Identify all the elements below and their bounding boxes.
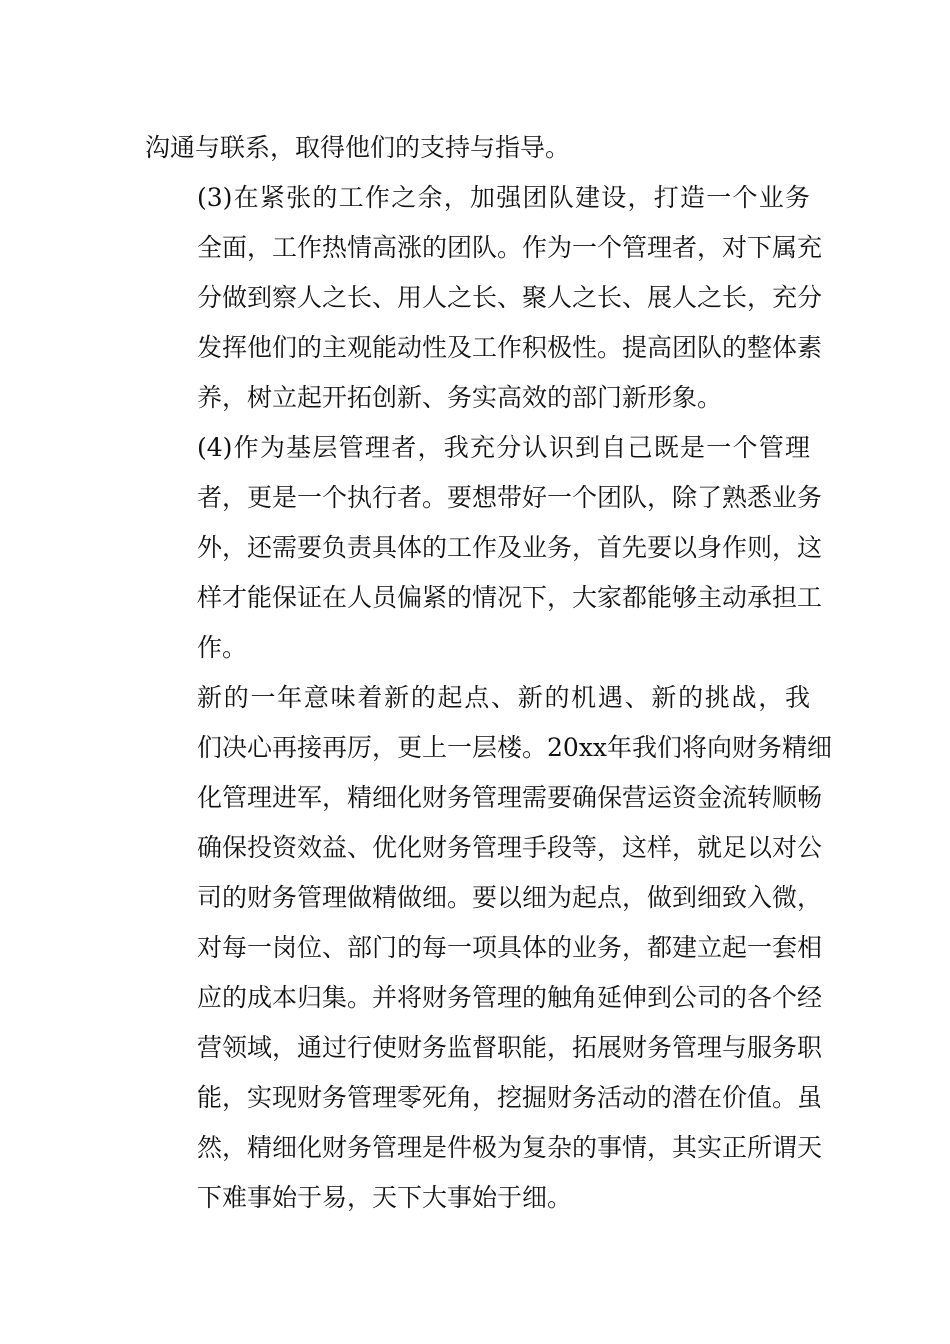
text-line: 全面，工作热情高涨的团队。作为一个管理者，对下属充: [197, 233, 823, 262]
text-line: 作。: [197, 633, 248, 662]
paragraph-4: [145, 673, 833, 1223]
document-body: [145, 123, 833, 1223]
text-line: 化管理进军，精细化财务管理需要确保营运资金流转顺畅: [197, 783, 823, 812]
text-line: 外，还需要负责具体的工作及业务，首先要以身作则，这: [197, 533, 823, 562]
text-line: 沟通与联系，取得他们的支持与指导。: [145, 133, 571, 162]
text-line: (3)在紧张的工作之余，加强团队建设，打造一个业务: [197, 183, 810, 212]
text-line: 分做到察人之长、用人之长、聚人之长、展人之长，充分: [197, 283, 823, 312]
text-line: 发挥他们的主观能动性及工作积极性。提高团队的整体素: [197, 333, 823, 362]
text-line: 新的一年意味着新的起点、新的机遇、新的挑战，我: [197, 683, 810, 712]
text-line: 应的成本归集。并将财务管理的触角延伸到公司的各个经: [197, 983, 823, 1012]
text-line: (4)作为基层管理者，我充分认识到自己既是一个管理: [197, 433, 810, 462]
text-line: 司的财务管理做精做细。要以细为起点，做到细致入微，: [197, 883, 823, 912]
text-line: 营领域，通过行使财务监督职能，拓展财务管理与服务职: [197, 1033, 823, 1062]
text-line: 下难事始于易，天下大事始于细。: [197, 1183, 573, 1212]
text-line: 养，树立起开拓创新、务实高效的部门新形象。: [197, 383, 723, 412]
paragraph-3: [145, 423, 823, 673]
paragraph-1: [145, 123, 810, 173]
text-line: 对每一岗位、部门的每一项具体的业务，都建立起一套相: [197, 933, 823, 962]
text-line: 能，实现财务管理零死角，挖掘财务活动的潜在价值。虽: [197, 1083, 823, 1112]
text-line: 确保投资效益、优化财务管理手段等，这样，就足以对公: [197, 833, 823, 862]
text-line: 者，更是一个执行者。要想带好一个团队，除了熟悉业务: [197, 483, 823, 512]
text-line: 们决心再接再厉，更上一层楼。20xx年我们将向财务精细: [197, 733, 833, 762]
text-line: 然，精细化财务管理是件极为复杂的事情，其实正所谓天: [197, 1133, 823, 1162]
paragraph-2: [145, 173, 823, 423]
text-line: 样才能保证在人员偏紧的情况下，大家都能够主动承担工: [197, 583, 823, 612]
